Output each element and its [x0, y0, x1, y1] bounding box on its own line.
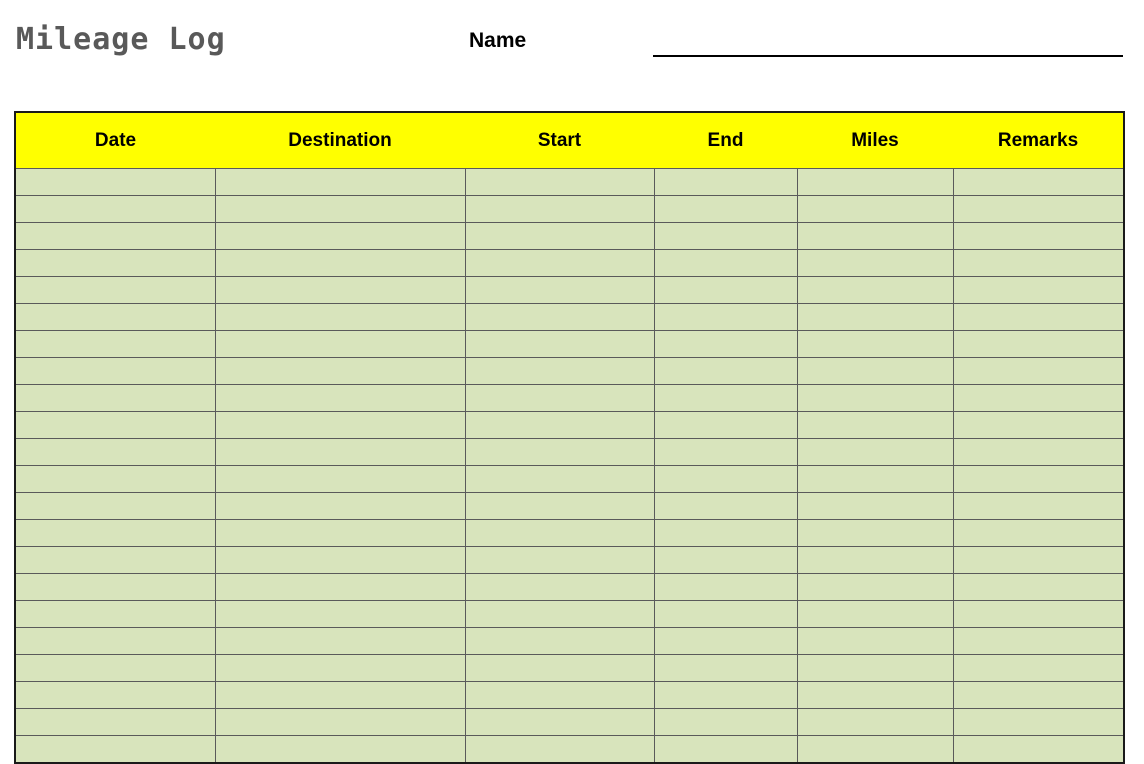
cell-date[interactable] — [15, 358, 215, 385]
cell-miles[interactable] — [797, 520, 953, 547]
cell-miles[interactable] — [797, 682, 953, 709]
cell-miles[interactable] — [797, 223, 953, 250]
table-row — [15, 412, 1124, 439]
cell-start[interactable] — [465, 574, 654, 601]
table-row — [15, 574, 1124, 601]
cell-start[interactable] — [465, 412, 654, 439]
cell-remarks[interactable] — [953, 250, 1124, 277]
cell-remarks[interactable] — [953, 709, 1124, 736]
table-row — [15, 736, 1124, 764]
cell-end[interactable] — [654, 385, 797, 412]
cell-miles[interactable] — [797, 601, 953, 628]
cell-miles[interactable] — [797, 250, 953, 277]
cell-start[interactable] — [465, 385, 654, 412]
cell-destination[interactable] — [215, 520, 465, 547]
cell-date[interactable] — [15, 682, 215, 709]
cell-date[interactable] — [15, 250, 215, 277]
cell-destination[interactable] — [215, 250, 465, 277]
cell-date[interactable] — [15, 628, 215, 655]
table-body — [15, 169, 1124, 764]
cell-date[interactable] — [15, 169, 215, 196]
table-row — [15, 250, 1124, 277]
cell-start[interactable] — [465, 169, 654, 196]
cell-end[interactable] — [654, 250, 797, 277]
cell-end[interactable] — [654, 655, 797, 682]
name-field[interactable] — [653, 55, 1123, 57]
cell-destination[interactable] — [215, 709, 465, 736]
table-row — [15, 655, 1124, 682]
cell-end[interactable] — [654, 223, 797, 250]
cell-remarks[interactable] — [953, 196, 1124, 223]
cell-start[interactable] — [465, 466, 654, 493]
cell-date[interactable] — [15, 574, 215, 601]
cell-miles[interactable] — [797, 655, 953, 682]
mileage-table — [14, 111, 1125, 764]
name-label: Name — [469, 29, 527, 52]
cell-end[interactable] — [654, 439, 797, 466]
table-row — [15, 169, 1124, 196]
cell-start[interactable] — [465, 196, 654, 223]
column-header-end: End — [654, 112, 797, 169]
cell-destination[interactable] — [215, 466, 465, 493]
cell-date[interactable] — [15, 520, 215, 547]
table-row — [15, 547, 1124, 574]
cell-remarks[interactable] — [953, 493, 1124, 520]
cell-remarks[interactable] — [953, 520, 1124, 547]
cell-miles[interactable] — [797, 709, 953, 736]
cell-start[interactable] — [465, 331, 654, 358]
cell-start[interactable] — [465, 628, 654, 655]
cell-end[interactable] — [654, 169, 797, 196]
cell-destination[interactable] — [215, 331, 465, 358]
table-row — [15, 277, 1124, 304]
cell-end[interactable] — [654, 682, 797, 709]
cell-date[interactable] — [15, 385, 215, 412]
cell-start[interactable] — [465, 439, 654, 466]
cell-destination[interactable] — [215, 304, 465, 331]
cell-destination[interactable] — [215, 439, 465, 466]
cell-remarks[interactable] — [953, 358, 1124, 385]
cell-start[interactable] — [465, 682, 654, 709]
column-header-miles: Miles — [797, 112, 953, 169]
table-row — [15, 601, 1124, 628]
cell-date[interactable] — [15, 493, 215, 520]
cell-date[interactable] — [15, 655, 215, 682]
cell-date[interactable] — [15, 601, 215, 628]
table-row — [15, 223, 1124, 250]
cell-miles[interactable] — [797, 547, 953, 574]
cell-destination[interactable] — [215, 277, 465, 304]
table-row — [15, 466, 1124, 493]
cell-end[interactable] — [654, 547, 797, 574]
cell-miles[interactable] — [797, 493, 953, 520]
cell-start[interactable] — [465, 358, 654, 385]
cell-end[interactable] — [654, 304, 797, 331]
cell-miles[interactable] — [797, 385, 953, 412]
cell-remarks[interactable] — [953, 169, 1124, 196]
cell-start[interactable] — [465, 736, 654, 764]
cell-miles[interactable] — [797, 736, 953, 764]
table-row — [15, 493, 1124, 520]
cell-date[interactable] — [15, 439, 215, 466]
cell-miles[interactable] — [797, 439, 953, 466]
cell-end[interactable] — [654, 736, 797, 764]
cell-miles[interactable] — [797, 574, 953, 601]
cell-date[interactable] — [15, 709, 215, 736]
cell-start[interactable] — [465, 493, 654, 520]
cell-start[interactable] — [465, 223, 654, 250]
cell-remarks[interactable] — [953, 223, 1124, 250]
cell-date[interactable] — [15, 196, 215, 223]
table-row — [15, 709, 1124, 736]
cell-start[interactable] — [465, 277, 654, 304]
cell-destination[interactable] — [215, 493, 465, 520]
cell-remarks[interactable] — [953, 385, 1124, 412]
cell-destination[interactable] — [215, 682, 465, 709]
cell-end[interactable] — [654, 196, 797, 223]
cell-miles[interactable] — [797, 412, 953, 439]
cell-remarks[interactable] — [953, 655, 1124, 682]
cell-destination[interactable] — [215, 358, 465, 385]
cell-miles[interactable] — [797, 196, 953, 223]
cell-destination[interactable] — [215, 736, 465, 764]
cell-date[interactable] — [15, 412, 215, 439]
cell-end[interactable] — [654, 520, 797, 547]
cell-date[interactable] — [15, 736, 215, 764]
cell-miles[interactable] — [797, 358, 953, 385]
cell-remarks[interactable] — [953, 736, 1124, 764]
cell-destination[interactable] — [215, 223, 465, 250]
cell-miles[interactable] — [797, 169, 953, 196]
table-row — [15, 628, 1124, 655]
cell-remarks[interactable] — [953, 682, 1124, 709]
cell-start[interactable] — [465, 655, 654, 682]
cell-remarks[interactable] — [953, 628, 1124, 655]
cell-remarks[interactable] — [953, 574, 1124, 601]
cell-miles[interactable] — [797, 304, 953, 331]
cell-end[interactable] — [654, 628, 797, 655]
cell-date[interactable] — [15, 547, 215, 574]
table-row — [15, 196, 1124, 223]
cell-date[interactable] — [15, 223, 215, 250]
cell-miles[interactable] — [797, 331, 953, 358]
cell-start[interactable] — [465, 601, 654, 628]
cell-miles[interactable] — [797, 277, 953, 304]
cell-start[interactable] — [465, 250, 654, 277]
cell-destination[interactable] — [215, 547, 465, 574]
table-row — [15, 331, 1124, 358]
column-header-destination: Destination — [215, 112, 465, 169]
cell-end[interactable] — [654, 358, 797, 385]
cell-destination[interactable] — [215, 628, 465, 655]
cell-end[interactable] — [654, 412, 797, 439]
cell-end[interactable] — [654, 277, 797, 304]
table-row — [15, 358, 1124, 385]
cell-remarks[interactable] — [953, 466, 1124, 493]
cell-remarks[interactable] — [953, 412, 1124, 439]
cell-end[interactable] — [654, 493, 797, 520]
cell-end[interactable] — [654, 574, 797, 601]
cell-destination[interactable] — [215, 412, 465, 439]
table-row — [15, 439, 1124, 466]
cell-end[interactable] — [654, 601, 797, 628]
cell-remarks[interactable] — [953, 547, 1124, 574]
column-header-start: Start — [465, 112, 654, 169]
page-title: Mileage Log — [16, 22, 226, 57]
table-row — [15, 304, 1124, 331]
cell-miles[interactable] — [797, 628, 953, 655]
cell-end[interactable] — [654, 331, 797, 358]
table-row — [15, 385, 1124, 412]
column-header-date: Date — [15, 112, 215, 169]
cell-start[interactable] — [465, 547, 654, 574]
cell-destination[interactable] — [215, 385, 465, 412]
table-row — [15, 682, 1124, 709]
cell-miles[interactable] — [797, 466, 953, 493]
cell-end[interactable] — [654, 466, 797, 493]
cell-remarks[interactable] — [953, 304, 1124, 331]
cell-date[interactable] — [15, 277, 215, 304]
cell-remarks[interactable] — [953, 277, 1124, 304]
cell-start[interactable] — [465, 304, 654, 331]
cell-date[interactable] — [15, 466, 215, 493]
cell-start[interactable] — [465, 520, 654, 547]
cell-remarks[interactable] — [953, 601, 1124, 628]
cell-destination[interactable] — [215, 655, 465, 682]
cell-destination[interactable] — [215, 196, 465, 223]
cell-end[interactable] — [654, 709, 797, 736]
cell-destination[interactable] — [215, 574, 465, 601]
table-header-row — [15, 112, 1124, 169]
table-row — [15, 520, 1124, 547]
column-header-remarks: Remarks — [953, 112, 1124, 169]
cell-date[interactable] — [15, 304, 215, 331]
cell-destination[interactable] — [215, 601, 465, 628]
cell-destination[interactable] — [215, 169, 465, 196]
cell-date[interactable] — [15, 331, 215, 358]
cell-remarks[interactable] — [953, 439, 1124, 466]
cell-remarks[interactable] — [953, 331, 1124, 358]
cell-start[interactable] — [465, 709, 654, 736]
